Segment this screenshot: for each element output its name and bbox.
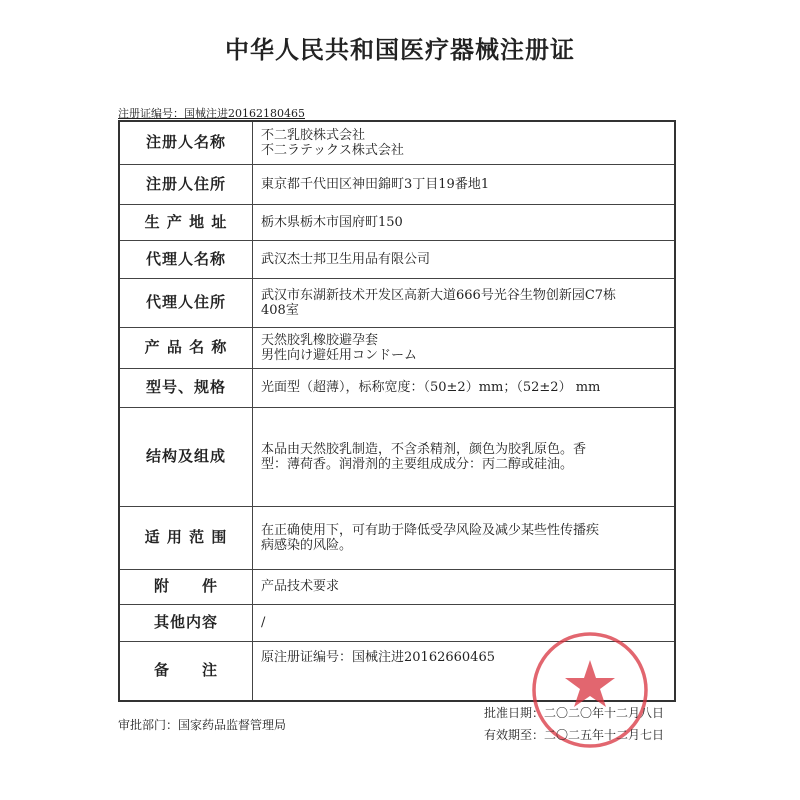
row-label: 适 用 范 围 bbox=[119, 506, 253, 569]
row-value bbox=[253, 407, 676, 506]
table-row bbox=[119, 240, 675, 278]
row-value bbox=[253, 506, 676, 569]
dates bbox=[484, 702, 664, 746]
value-line: 武汉市东湖新技术开发区高新大道666号光谷生物创新园C7栋 bbox=[261, 287, 617, 303]
row-label: 注册人名称 bbox=[119, 121, 253, 164]
table-row bbox=[119, 506, 675, 569]
row-label: 型号、规格 bbox=[119, 368, 253, 407]
value-line: 病感染的风险。 bbox=[261, 537, 353, 553]
row-value bbox=[253, 278, 676, 327]
row-value bbox=[253, 368, 676, 407]
table-row bbox=[119, 204, 675, 240]
table-row bbox=[119, 569, 675, 604]
table-row bbox=[119, 278, 675, 327]
value-line: 不二ラテックス株式会社 bbox=[261, 142, 404, 158]
approval-department: 审批部门：国家药品监督管理局 bbox=[118, 718, 287, 732]
row-label: 产 品 名 称 bbox=[119, 327, 253, 368]
value-line: 武汉杰士邦卫生用品有限公司 bbox=[261, 251, 431, 267]
value-line: 在正确使用下，可有助于降低受孕风险及减少某些性传播疾 bbox=[261, 522, 600, 538]
row-value bbox=[253, 327, 676, 368]
value-line: 不二乳胶株式会社 bbox=[261, 127, 366, 143]
page-title: 中华人民共和国医疗器械注册证 bbox=[225, 36, 575, 64]
table-row bbox=[119, 368, 675, 407]
row-label: 备 注 bbox=[119, 641, 253, 701]
row-value bbox=[253, 121, 676, 164]
table-row bbox=[119, 121, 675, 164]
row-label: 结构及组成 bbox=[119, 407, 253, 506]
row-value bbox=[253, 240, 676, 278]
row-value bbox=[253, 569, 676, 604]
row-label: 其他内容 bbox=[119, 604, 253, 641]
value-line: 天然胶乳橡胶避孕套 bbox=[261, 332, 379, 348]
row-label: 代理人名称 bbox=[119, 240, 253, 278]
approval-date: 批准日期：二〇二〇年十二月八日 bbox=[484, 706, 665, 720]
value-line: 男性向け避妊用コンドーム bbox=[261, 347, 418, 363]
value-line: 408室 bbox=[261, 302, 299, 318]
value-line: 光面型（超薄），标称宽度：（50±2）mm；（52±2） mm bbox=[261, 380, 601, 395]
value-line: / bbox=[261, 615, 266, 630]
value-line: 产品技术要求 bbox=[261, 579, 340, 594]
table-row bbox=[119, 327, 675, 368]
row-label: 生 产 地 址 bbox=[119, 204, 253, 240]
expiry-date: 有效期至：二〇二五年十二月七日 bbox=[484, 728, 665, 742]
table-row bbox=[119, 164, 675, 204]
row-value bbox=[253, 204, 676, 240]
table-row bbox=[119, 407, 675, 506]
row-label: 附 件 bbox=[119, 569, 253, 604]
value-line: 東京都千代田区神田錦町3丁目19番地1 bbox=[261, 176, 490, 192]
value-line: 栃木県栃木市国府町150 bbox=[261, 214, 403, 230]
value-line: 型：薄荷香。润滑剂的主要组成成分：丙二醇或硅油。 bbox=[261, 456, 574, 472]
value-line: 本品由天然胶乳制造，不含杀精剂，颜色为胶乳原色。香 bbox=[261, 441, 587, 457]
value-line: 原注册证编号：国械注进20162660465 bbox=[261, 649, 495, 665]
certificate-table bbox=[118, 120, 676, 702]
row-label: 注册人住所 bbox=[119, 164, 253, 204]
registration-number: 注册证编号：国械注进20162180465 bbox=[118, 107, 305, 120]
seal-star-icon bbox=[565, 660, 615, 707]
row-label: 代理人住所 bbox=[119, 278, 253, 327]
row-value bbox=[253, 164, 676, 204]
